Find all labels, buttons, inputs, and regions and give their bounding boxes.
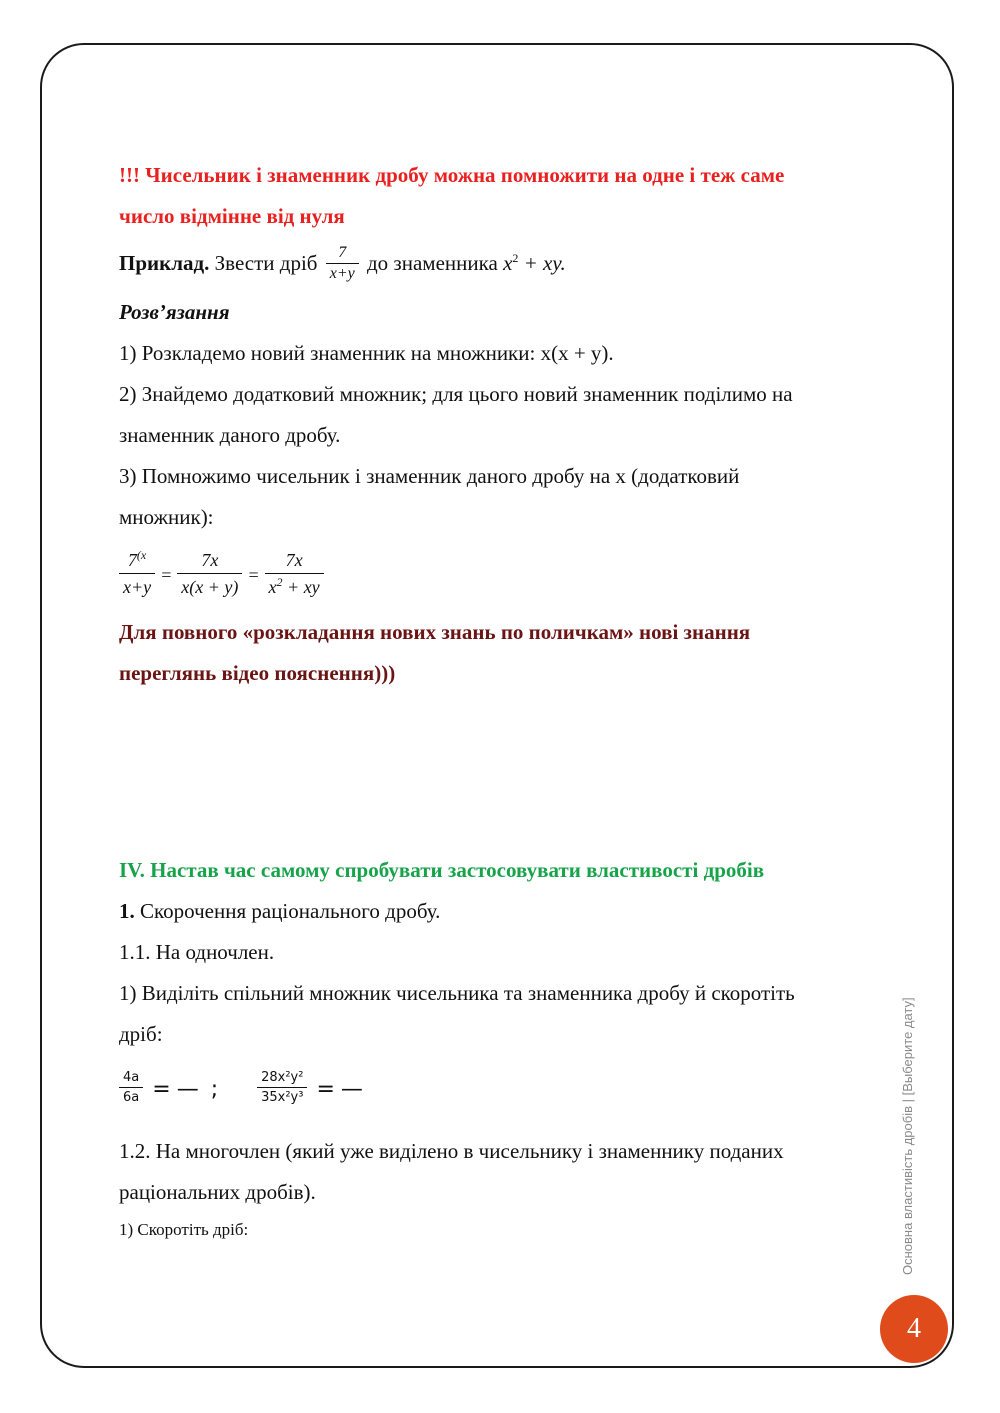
solution-title: Розв’язання: [119, 299, 230, 324]
exercise-eq-1: =: [152, 1077, 171, 1103]
formula-frac-2-num: 7x: [201, 550, 219, 571]
video-note-line-1: Для повного «розкладання нових знань по поличкам» нові знання: [119, 619, 751, 644]
page-number-badge: 4: [880, 1295, 948, 1363]
example-paragraph: [119, 243, 889, 286]
section-4-title: IV. Настав час самому спробувати застосовувати властивості дробів: [119, 857, 765, 882]
formula-frac-3-den-rest: + xy: [282, 577, 320, 598]
solution-step-3b: множник):: [119, 504, 214, 529]
task-1-line-a: 1) Виділіть спільний множник чисельника та знаменника дробу й скоротіть: [119, 980, 795, 1005]
item-1-number: 1.: [119, 898, 135, 923]
task-1-line-b: дріб:: [119, 1021, 163, 1046]
exercise-eq-2: =: [316, 1077, 335, 1103]
exercise-frac-2-num: 28x²y²: [261, 1070, 304, 1086]
example-fraction-den: x+y: [326, 263, 359, 284]
exercise-frac-1: [119, 1068, 143, 1107]
example-text: Звести дріб: [209, 251, 323, 275]
target-base: x: [503, 251, 513, 275]
solution-formula: [119, 542, 889, 610]
formula-eq-2: =: [247, 565, 260, 586]
solution-step-2b: знаменник даного дробу.: [119, 422, 341, 447]
solution-step-3a: 3) Помножимо чисельник і знаменник даного дробу на x (додатковий: [119, 463, 740, 488]
video-note-line-2: переглянь відео пояснення))): [119, 660, 396, 685]
formula-frac-1-den: x+y: [119, 573, 155, 600]
section-4-item-1-2b: раціональних дробів).: [119, 1179, 316, 1204]
exercise-separator: ;: [210, 1077, 219, 1103]
exercise-blank-1[interactable]: —: [176, 1077, 199, 1103]
example-text-2: до знаменника: [361, 251, 504, 275]
rule-line-1: !!! Чисельник і знаменник дробу можна помножити на одне і теж саме: [119, 163, 785, 187]
formula-frac-1: [119, 547, 155, 600]
formula-eq-1: =: [160, 565, 173, 586]
formula-frac-1-num: 7: [127, 550, 137, 571]
target-exp: 2: [512, 251, 519, 265]
page-content: [119, 155, 889, 1247]
item-1-text: Скорочення раціонального дробу.: [134, 898, 441, 923]
section-4-item-1-2a: 1.2. На многочлен (який уже виділено в чисельнику і знаменнику поданих: [119, 1138, 784, 1163]
example-fraction-num: 7: [338, 243, 347, 261]
target-rest: + xy.: [518, 251, 566, 275]
sidebar-footer-text: Основна властивість дробів | [Выберите дату]: [900, 997, 915, 1275]
formula-frac-3-den-base: x: [268, 577, 277, 598]
exercise-frac-1-num: 4a: [123, 1070, 140, 1086]
section-4-item-1-1: 1.1. На одночлен.: [119, 939, 275, 964]
formula-frac-3-num: 7x: [285, 550, 303, 571]
spacer: [119, 694, 889, 850]
formula-frac-3-den-exp: 2: [276, 575, 283, 590]
solution-step-2a: 2) Знайдемо додатковий множник; для цього новий знаменник поділимо на: [119, 381, 793, 406]
example-label: Приклад.: [119, 251, 210, 275]
rule-line-2: число відмінне від нуля: [119, 204, 345, 228]
exercise-frac-2-den: 35x²y³: [257, 1087, 307, 1107]
formula-frac-1-mark: (x: [136, 548, 147, 563]
exercise-frac-2: [257, 1068, 307, 1107]
example-fraction: [326, 243, 359, 284]
exercise-fractions: [119, 1055, 889, 1125]
exercise-blank-2[interactable]: —: [340, 1077, 363, 1103]
exercise-frac-1-den: 6a: [119, 1087, 143, 1107]
solution-step-1: 1) Розкладемо новий знаменник на множники: x(x + y).: [119, 340, 614, 365]
formula-frac-2: [177, 547, 242, 600]
formula-frac-3: [265, 547, 324, 600]
formula-frac-2-den: x(x + y): [177, 573, 242, 600]
task-2: 1) Скоротіть дріб:: [119, 1219, 249, 1239]
section-4-item-1: [119, 891, 889, 932]
